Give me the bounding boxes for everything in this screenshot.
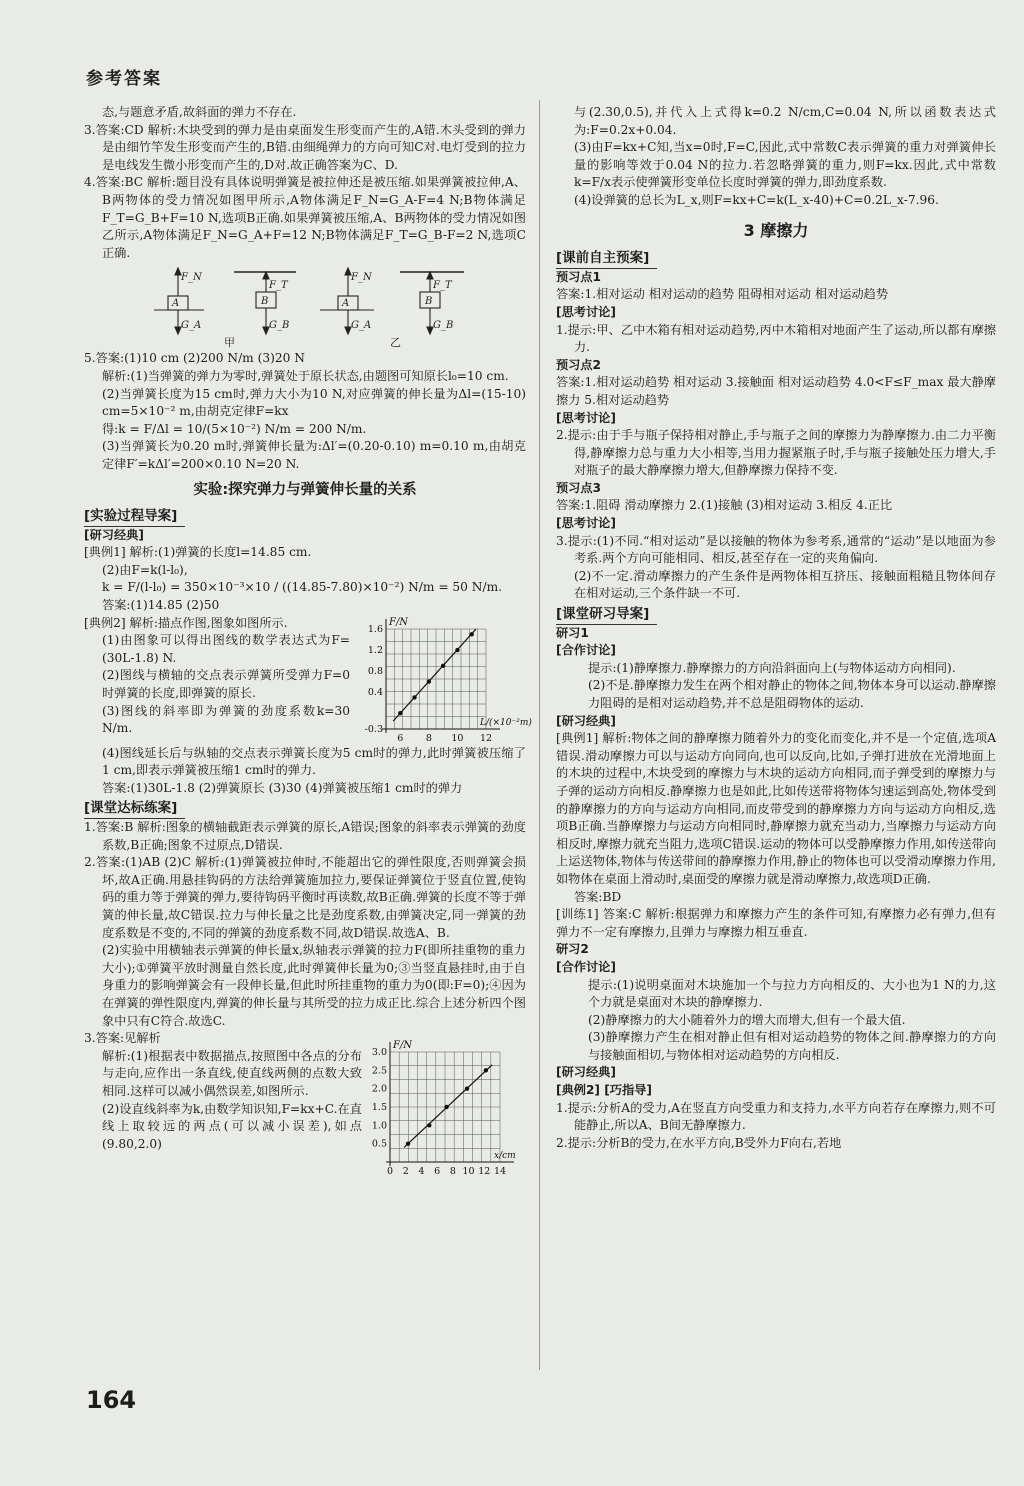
y-tick-label: 0.4 [367,686,383,698]
y-tick-label: 0.5 [371,1138,387,1150]
right-column [556,104,996,1152]
paragraph: (3)由F=kx+C知,当x=0时,F=C,因此,式中常数C表示弹簧的重力对弹簧伸长量的影响等效于0.04 N的拉力.若忽略弹簧的重力,则F=kx.因此,式中常数k=F/x表示使弹簧形变单位长度时弹簧的弹力,即劲度系数. [574,140,996,190]
data-point [427,679,431,683]
sub-heading: 研习2 [556,942,589,957]
sub-heading: [合作讨论] [556,643,616,658]
x-tick-label: 2 [402,1166,409,1178]
x-tick-label: 12 [479,732,493,744]
y-tick-label: -0.3 [364,723,383,735]
paragraph: 态,与题意矛盾,故斜面的弹力不存在. [102,105,297,119]
paragraph: (2)不一定.滑动摩擦力的产生条件是两物体相互挤压、接触面粗糙且物体间存在相对运动,三个条件缺一不可. [574,568,996,601]
figure-caption-jia: 甲 [224,336,235,350]
x-tick-label: 0 [386,1166,394,1178]
label-ft: F_T [269,280,288,292]
x-axis-label: x/cm [494,1151,516,1162]
label-ga: G_A [351,320,372,332]
label-a: A [172,298,180,310]
page-header: 参考答案 [86,69,162,89]
paragraph: (1)由图象可以得出图线的数学表达式为F=(30L-1.8) N. [102,633,350,665]
sub-heading: 预习点1 [556,269,602,284]
paragraph: 提示:(1)说明桌面对木块施加一个与拉力方向相反的、大小也为1 N的力,这个力就是桌面对木块的静摩擦力. [588,977,996,1010]
answer-line: 答案:1.相对运动趋势 相对运动 3.接触面 相对运动趋势 4.0<F≤F_max 最大静摩擦力 5.相对运动趋势 [556,375,996,407]
data-point [441,663,445,667]
paragraph: (2)不是.静摩擦力发生在两个相对静止的物体之间,物体本身可以运动.静摩擦力阻碍的是相对运动趋势,并不总是阻碍物体的运动. [588,678,996,710]
label-a: A [342,298,350,310]
y-tick-label: 1.2 [367,644,383,656]
training-1: [训练1] 答案:C 解析:根据弹力和摩擦力产生的条件可知,有摩擦力必有弹力,但有弹力不一定有摩擦力,且弹力与摩擦力相互垂直. [556,907,996,939]
paragraph: (3)静摩擦力产生在相对静止但有相对运动趋势的物体之间.静摩擦力的方向与接触面相切,与物体相对运动趋势的方向相反. [588,1030,996,1062]
answer-3: 3.答案:CD 解析:木块受到的弹力是由桌面发生形变而产生的,A错.木头受到的弹力是由细竹竿发生形变而产生的,B错.由细绳弹力的方向可知C对.电灯受到的拉力是电线发生微小形变而产生的,D对.故正确答案为C、D. [84,122,526,172]
sub-heading: [合作讨论] [556,959,616,974]
answer-5: 5.答案:(1)10 cm (2)200 N/m (3)20 N [84,351,305,366]
label-gb: G_B [269,320,290,332]
force-diagram-figure [84,266,526,348]
paragraph: 解析:(1)当弹簧的弹力为零时,弹簧处于原长状态,由题图可知原长l₀=10 cm. [102,368,509,383]
paragraph: 提示:(1)静摩擦力.静摩擦力的方向沿斜面向上(与物体运动方向相同). [588,660,956,675]
label-fn: F_N [181,272,202,284]
paragraph: (2)图线与横轴的交点表示弹簧所受弹力F=0时弹簧的长度,即弹簧的原长. [102,668,350,701]
label-ft: F_T [433,280,452,292]
label-gb: G_B [433,320,454,332]
paragraph: (2)实验中用横轴表示弹簧的伸长量x,纵轴表示弹簧的拉力F(即所挂重物的重力大小);①弹簧平放时测量自然长度,此时弹簧伸长量为0;③当竖直悬挂时,由于自身重力的影响弹簧会有一段伸长量,但此时所挂重物的重力为0(即:F=0);④因为在弹簧的弹性限度内,弹簧的伸长量与其所受的拉力成正比.综合上述分析四个图象中只有C符合.故选C. [102,943,526,1028]
paragraph: 2.提示:由于手与瓶子保持相对静止,手与瓶子之间的摩擦力为静摩擦力.由二力平衡得,静摩擦力总与重力大小相等,当用力握紧瓶子时,手与瓶子接触处压力增大,手对瓶子的最大静摩擦力增大,但静摩擦力保持不变. [556,428,996,478]
paragraph: (4)图线延长后与纵轴的交点表示弹簧长度为5 cm时的弹力,此时弹簧被压缩了1 cm,即表示弹簧被压缩1 cm时的弹力. [102,745,526,778]
answer-line: 答案:BD [574,889,622,904]
fit-line [393,629,476,721]
x-tick-label: 6 [397,732,404,744]
box-heading: [课前自主预案] [556,250,657,269]
y-tick-label: 2.5 [371,1065,387,1077]
data-point [484,1068,488,1072]
section-title: 3 摩擦力 [743,220,809,240]
sub-heading: [思考讨论] [556,516,616,531]
formula: 得:k = F/Δl = 10/(5×10⁻²) N/m = 200 N/m. [102,421,367,436]
box-heading: [课堂达标练案] [84,800,185,819]
paragraph: (2)设直线斜率为k,由数学知识知,F=kx+C.在直线上取较远的两点(可以减小误差),如点(9.80,2.0) [102,1101,362,1151]
y-tick-label: 1.5 [371,1102,387,1114]
sub-heading: 预习点3 [556,480,602,495]
paragraph: (2)静摩擦力的大小随着外力的增大而增大,但有一个最大值. [588,1012,906,1027]
box-heading: [课堂研习导案] [556,606,657,625]
section-title: 实验:探究弹力与弹簧伸长量的关系 [193,481,417,498]
label-b: B [425,296,433,308]
sub-heading: [研习经典] [84,527,144,542]
label-b: B [261,296,269,308]
chart-f-vs-l [350,615,532,745]
x-tick-label: 10 [451,732,464,744]
sub-heading: 预习点2 [556,357,602,372]
answer-3-block [84,1030,526,1180]
y-tick-label: 1.0 [371,1120,387,1132]
sub-heading: [思考讨论] [556,410,616,425]
label-fn: F_N [351,272,372,284]
data-point [406,1142,410,1146]
sub-heading: [研习经典] [556,713,616,728]
data-point [470,632,474,636]
x-tick-label: 4 [418,1166,425,1178]
y-axis-label: F/N [393,1040,413,1052]
sub-heading: [典例2] [巧指导] [556,1083,652,1098]
column-divider [539,100,540,1370]
x-tick-label: 10 [462,1166,475,1178]
sub-heading: [研习经典] [556,1065,616,1080]
answer-line: 答案:1.相对运动 相对运动的趋势 阻碍相对运动 相对运动趋势 [556,287,889,302]
x-tick-label: 14 [493,1166,507,1178]
answer-3: 3.答案:见解析 [84,1031,161,1046]
paragraph: (2)当弹簧长度为15 cm时,弹力大小为10 N,对应弹簧的伸长量为Δl=(15-10) cm=5×10⁻² m,由胡克定律F=kx [102,386,526,419]
y-tick-label: 3.0 [371,1047,387,1059]
chart-f-vs-x [362,1030,526,1180]
paragraph: (3)图线的斜率即为弹簧的劲度系数k=30 N/m. [102,703,350,736]
answer-1: 1.答案:B 解析:图象的横轴截距表示弹簧的原长,A错误;图象的斜率表示弹簧的劲度系数,B正确;图象不过原点,D错误. [84,820,526,852]
example-1: [典例1] 解析:(1)弹簧的长度l=14.85 cm. [84,545,312,560]
figure-caption-yi: 乙 [390,336,401,350]
answer-line: 答案:(1)30L-1.8 (2)弹簧原长 (3)30 (4)弹簧被压缩1 cm时的弹力 [102,780,463,795]
paragraph: 3.提示:(1)不同.“相对运动”是以接触的物体为参考系,通常的“运动”是以地面为参考系.两个方向可能相同、相反,甚至存在一定的夹角偏向. [556,533,996,566]
y-tick-label: 1.6 [367,623,383,635]
x-axis-label: L/(×10⁻²m) [480,717,532,728]
paragraph: 解析:(1)根据表中数据描点,按照图中各点的分布与走向,应作出一条直线,使直线两侧的点数大致相同.这样可以减小偶然误差,如图所示. [102,1048,362,1098]
paragraph: 2.提示:分析B的受力,在水平方向,B受外力F向右,若地 [556,1135,842,1150]
y-tick-label: 0.8 [367,665,383,677]
paragraph: (4)设弹簧的总长为L_x,则F=kx+C=k(L_x-40)+C=0.2L_x-7.96. [574,192,939,207]
paragraph: 与(2.30,0.5),并代入上式得k=0.2 N/cm,C=0.04 N,所以函数表达式为:F=0.2x+0.04. [574,105,996,137]
example-1: [典例1] 解析:物体之间的静摩擦力随着外力的变化而变化,并不是一个定值,选项A错误.滑动摩擦力可以与运动方向同向,也可以反向,比如,子弹打进放在光滑地面上的木块的过程中,木块受到的摩擦力与木块的运动方向相同,而子弹受到的摩擦力与子弹的运动方向相反.静摩擦力也是如此,比如传送带将物体匀速运到高处,物体受到的静摩擦力的方向与运动方向相同,而皮带受到的静摩擦力方向与运动方向相反,选项B正确.当静摩擦力与运动方向相同时,静摩擦力就充当动力,当摩擦力与运动方向相反时,摩擦力就充当阻力,选项C错误.运动的物体可以受静摩擦力作用,如传送带向上运送物体,物体与传送带间的静摩擦力作用,静止的物体也可以受滑动摩擦力作用,如物体在桌面上滑动时,桌面受的摩擦力就是滑动摩擦力,故选项D正确. [556,731,996,886]
box-heading: [实验过程导案] [84,508,185,527]
paragraph: (3)当弹簧长为0.20 m时,弹簧伸长量为:Δl′=(0.20-0.10) m=0.10 m,由胡克定律F′=kΔl′=200×0.10 N=20 N. [102,439,526,471]
x-tick-label: 6 [434,1166,441,1178]
example-2: [典例2] 解析:描点作图,图象如图所示. [84,615,288,630]
answer-line: 答案:1.阻碍 滑动摩擦力 2.(1)接触 (3)相对运动 3.相反 4.正比 [556,498,893,513]
answer-2: 2.答案:(1)AB (2)C 解析:(1)弹簧被拉伸时,不能超出它的弹性限度,否则弹簧会损坏,故A正确.用悬挂钩码的方法给弹簧施加拉力,要保证弹簧位于竖直位置,使钩码的重力等于弹簧的弹力,要待钩码平衡时再读数,故B正确.弹簧的长度不等于弹簧的伸长量,故C错误.拉力与伸长量之比是劲度系数,由弹簧决定,同一弹簧的劲度系数是不变的,不同的弹簧的劲度系数不同,故D错误.故选A、B. [84,855,526,940]
data-point [444,1105,448,1109]
answer-4: 4.答案:BC 解析:题目没有具体说明弹簧是被拉伸还是被压缩.如果弹簧被拉伸,A、B两物体的受力情况如图甲所示,A物体满足F_N=G_A-F=4 N;B物体满足F_T=G_B+F=10 N,选项B正确.如果弹簧被压缩,A、B两物体的受力情况如图乙所示,A物体满足F_N=G_A+F=12 N;B物体满足F_T=G_B-F=2 N,选项C正确. [84,175,526,260]
page-number: 164 [86,1386,137,1414]
example-2-block [84,615,532,745]
data-point [465,1087,469,1091]
y-axis-label: F/N [389,616,409,628]
x-tick-label: 12 [478,1166,491,1178]
data-point [412,695,416,699]
paragraph: (2)由F=k(l-l₀), [102,562,188,577]
formula: k = F/(l-l₀) = 350×10⁻³×10 / ((14.85-7.80)×10⁻²) N/m = 50 N/m. [102,580,502,595]
data-point [455,648,459,652]
paragraph: 1.提示:甲、乙中木箱有相对运动趋势,丙中木箱相对地面产生了运动,所以都有摩擦力. [556,322,996,355]
sub-heading: [思考讨论] [556,304,616,319]
left-column [84,104,532,1180]
data-point [398,711,402,715]
x-tick-label: 8 [425,732,432,744]
y-tick-label: 2.0 [371,1083,387,1095]
label-ga: G_A [181,320,202,332]
sub-heading: 研习1 [556,625,589,640]
x-tick-label: 8 [449,1166,456,1178]
answer-line: 答案:(1)14.85 (2)50 [102,598,220,613]
data-point [427,1123,431,1127]
paragraph: 1.提示:分析A的受力,A在竖直方向受重力和支持力,水平方向若存在摩擦力,则不可能静止,所以A、B间无静摩擦力. [556,1100,996,1133]
